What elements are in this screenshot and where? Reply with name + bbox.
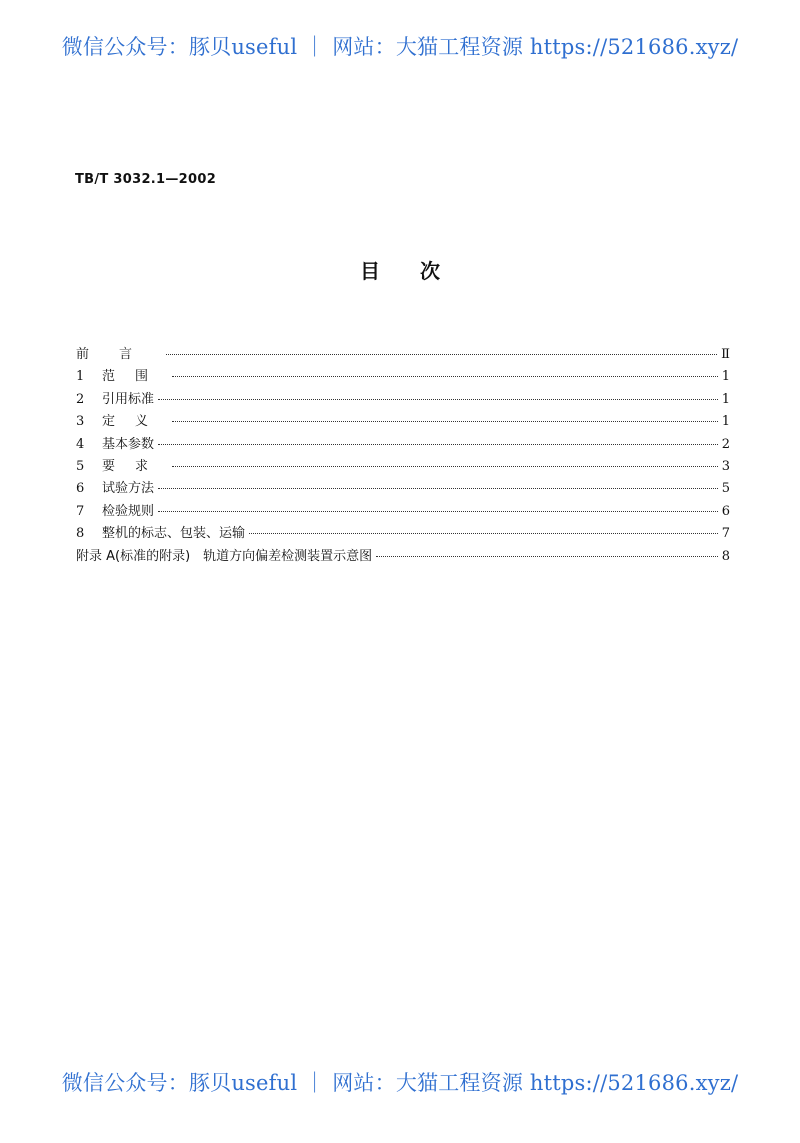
toc-page-number: 8	[721, 548, 730, 564]
toc-page-number: 6	[721, 503, 730, 519]
toc-label: 试验方法	[102, 481, 155, 497]
watermark-bottom: 微信公众号：豚贝useful ｜ 网站：大猫工程资源 https://521686.xyz/	[61, 1071, 739, 1095]
toc-number: 3	[76, 414, 85, 430]
toc-number: 8	[76, 526, 85, 542]
standard-number: TB/T 3032.1—2002	[75, 172, 217, 187]
toc-label: 引用标准	[102, 391, 155, 407]
toc-page-number: 7	[721, 526, 730, 542]
table-of-contents	[76, 343, 730, 567]
toc-label: 基本参数	[102, 436, 155, 452]
toc-label: 范围	[102, 369, 169, 385]
watermark-top: 微信公众号：豚贝useful ｜ 网站：大猫工程资源 https://521686.xyz/	[61, 35, 739, 59]
toc-page-number: 1	[721, 369, 730, 385]
toc-leader-dots	[172, 465, 718, 467]
toc-number: 4	[76, 436, 85, 452]
toc-label: 前言	[76, 347, 163, 362]
toc-leader-dots	[376, 555, 718, 557]
toc-label: 整机的标志、包装、运输	[102, 526, 246, 542]
toc-label: 要求	[102, 458, 169, 474]
toc-entry-appendix-a[interactable]	[76, 545, 730, 567]
toc-entry-basic-parameters[interactable]	[76, 433, 730, 455]
toc-page-number: 1	[721, 414, 730, 430]
toc-number: 1	[76, 369, 85, 385]
toc-entry-marking-packing-transport[interactable]	[76, 522, 730, 544]
toc-entry-preface[interactable]	[76, 343, 730, 365]
toc-leader-dots	[172, 375, 718, 377]
toc-entry-test-methods[interactable]	[76, 477, 730, 499]
toc-entry-requirements[interactable]	[76, 455, 730, 477]
toc-leader-dots	[158, 398, 718, 400]
toc-page-number: 2	[721, 436, 730, 452]
toc-label: 检验规则	[102, 503, 155, 519]
toc-page-number: 3	[721, 458, 730, 474]
toc-page-number: 5	[721, 481, 730, 497]
toc-number: 2	[76, 391, 85, 407]
toc-number: 6	[76, 481, 85, 497]
toc-leader-dots	[172, 420, 718, 422]
toc-leader-dots	[158, 510, 718, 512]
toc-number: 7	[76, 503, 85, 519]
toc-leader-dots	[158, 487, 718, 489]
toc-entry-references[interactable]	[76, 388, 730, 410]
toc-leader-dots	[166, 353, 717, 355]
toc-entry-inspection-rules[interactable]	[76, 500, 730, 522]
toc-label: 附录 A(标准的附录) 轨道方向偏差检测装置示意图	[76, 548, 373, 564]
toc-entry-scope[interactable]	[76, 365, 730, 387]
toc-page-number: Ⅱ	[721, 347, 730, 362]
toc-number: 5	[76, 458, 85, 474]
toc-leader-dots	[158, 443, 718, 445]
toc-label: 定义	[102, 414, 169, 430]
toc-page-number: 1	[721, 391, 730, 407]
toc-entry-definitions[interactable]	[76, 410, 730, 432]
toc-leader-dots	[249, 532, 718, 534]
page-title: 目次	[360, 259, 480, 283]
